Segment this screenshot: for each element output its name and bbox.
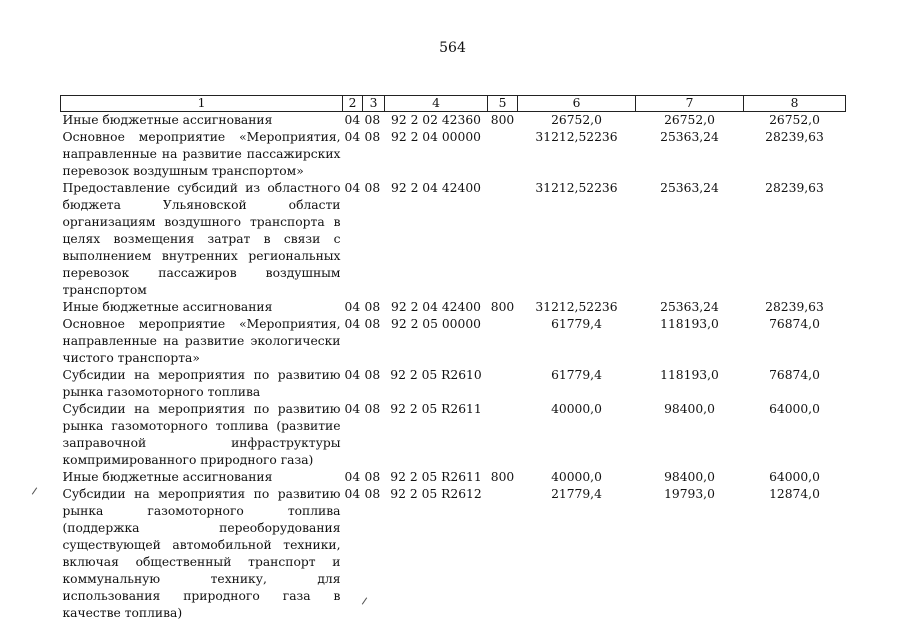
table-row [61,112,846,130]
row-section: 04 [344,113,361,127]
row-name: Субсидии на мероприятия по развитию рынка газомоторного топлива (развитие заправочной инфраструктуры компримированного природного газа) [62,402,341,467]
row-value-col6: 40000,0 [551,470,602,484]
row-section: 04 [344,300,361,314]
row-target-article: 92 2 02 42360 [391,113,481,127]
table-row [61,299,846,316]
row-value-col6: 31212,52236 [535,130,618,144]
row-value-col8: 28239,63 [765,181,824,195]
scan-mark [32,487,37,494]
table-row [61,486,846,622]
row-subsection: 08 [364,181,381,195]
row-target-article: 92 2 05 R2611 [390,402,482,416]
row-section: 04 [344,470,361,484]
row-section: 04 [344,487,361,501]
row-subsection: 08 [364,487,381,501]
row-name: Предоставление субсидий из областного бюджета Ульяновской области организациям воздушного транспорта в целях возмещения затрат в связи с выполнением внутренних региональных перевозок пассажиров воздушным транспортом [62,181,341,297]
row-expense-type [488,129,518,180]
table-row [61,316,846,367]
table-header [61,96,846,112]
row-value-col8: 76874,0 [769,368,820,382]
row-value-col7: 118193,0 [660,368,719,382]
row-expense-type [488,316,518,367]
page-number: 564 [439,40,466,56]
row-section: 04 [344,317,361,331]
row-target-article: 92 2 05 00000 [391,317,481,331]
row-name: Иные бюджетные ассигнования [62,470,273,484]
row-expense-type [488,367,518,401]
column-header-3: 3 [363,96,385,112]
table-body [61,112,846,623]
column-header-6: 6 [518,96,636,112]
column-header-2: 2 [343,96,363,112]
row-expense-type: 800 [490,113,515,127]
row-value-col6: 26752,0 [551,113,602,127]
row-value-col7: 25363,24 [660,181,719,195]
table-row [61,469,846,486]
row-expense-type: 800 [490,470,515,484]
table-row [61,180,846,299]
row-value-col8: 64000,0 [769,470,820,484]
row-target-article: 92 2 05 R2610 [390,368,482,382]
row-subsection: 08 [364,130,381,144]
row-value-col8: 26752,0 [769,113,820,127]
table-row [61,401,846,469]
row-value-col7: 118193,0 [660,317,719,331]
row-value-col8: 76874,0 [769,317,820,331]
row-subsection: 08 [364,300,381,314]
row-value-col7: 25363,24 [660,130,719,144]
row-expense-type [488,401,518,469]
row-value-col6: 40000,0 [551,402,602,416]
row-value-col8: 28239,63 [765,130,824,144]
row-value-col6: 21779,4 [551,487,602,501]
row-target-article: 92 2 04 42400 [391,300,481,314]
row-value-col7: 25363,24 [660,300,719,314]
row-value-col7: 19793,0 [664,487,715,501]
row-name: Основное мероприятие «Мероприятия, направленные на развитие экологически чистого транспорта» [62,317,341,365]
row-section: 04 [344,402,361,416]
row-value-col6: 61779,4 [551,368,602,382]
row-expense-type [488,486,518,622]
column-header-4: 4 [385,96,488,112]
row-name: Субсидии на мероприятия по развитию рынка газомоторного топлива (поддержка переоборудования существующей автомобильной техники, включая общественный транспорт и коммунальную технику, для использования природного газа в качестве топлива) [62,487,341,620]
row-value-col6: 31212,52236 [535,181,618,195]
row-target-article: 92 2 05 R2612 [390,487,482,501]
row-name: Основное мероприятие «Мероприятия, направленные на развитие пассажирских перевозок воздушным транспортом» [62,130,341,178]
row-target-article: 92 2 04 42400 [391,181,481,195]
row-value-col6: 61779,4 [551,317,602,331]
column-header-8: 8 [744,96,846,112]
column-header-1: 1 [61,96,343,112]
row-expense-type [488,180,518,299]
row-subsection: 08 [364,317,381,331]
row-name: Иные бюджетные ассигнования [62,300,273,314]
column-header-7: 7 [636,96,744,112]
budget-table [60,95,846,622]
row-value-col6: 31212,52236 [535,300,618,314]
row-target-article: 92 2 04 00000 [391,130,481,144]
row-subsection: 08 [364,470,381,484]
row-section: 04 [344,181,361,195]
table-row [61,367,846,401]
row-name: Иные бюджетные ассигнования [62,113,273,127]
row-target-article: 92 2 05 R2611 [390,470,482,484]
row-section: 04 [344,368,361,382]
row-subsection: 08 [364,113,381,127]
row-value-col7: 98400,0 [664,470,715,484]
row-value-col8: 12874,0 [769,487,820,501]
row-value-col7: 98400,0 [664,402,715,416]
column-header-5: 5 [488,96,518,112]
row-subsection: 08 [364,368,381,382]
row-name: Субсидии на мероприятия по развитию рынка газомоторного топлива [62,368,341,399]
row-value-col7: 26752,0 [664,113,715,127]
row-subsection: 08 [364,402,381,416]
table-row [61,129,846,180]
row-value-col8: 28239,63 [765,300,824,314]
row-expense-type: 800 [490,300,515,314]
row-value-col8: 64000,0 [769,402,820,416]
row-section: 04 [344,130,361,144]
